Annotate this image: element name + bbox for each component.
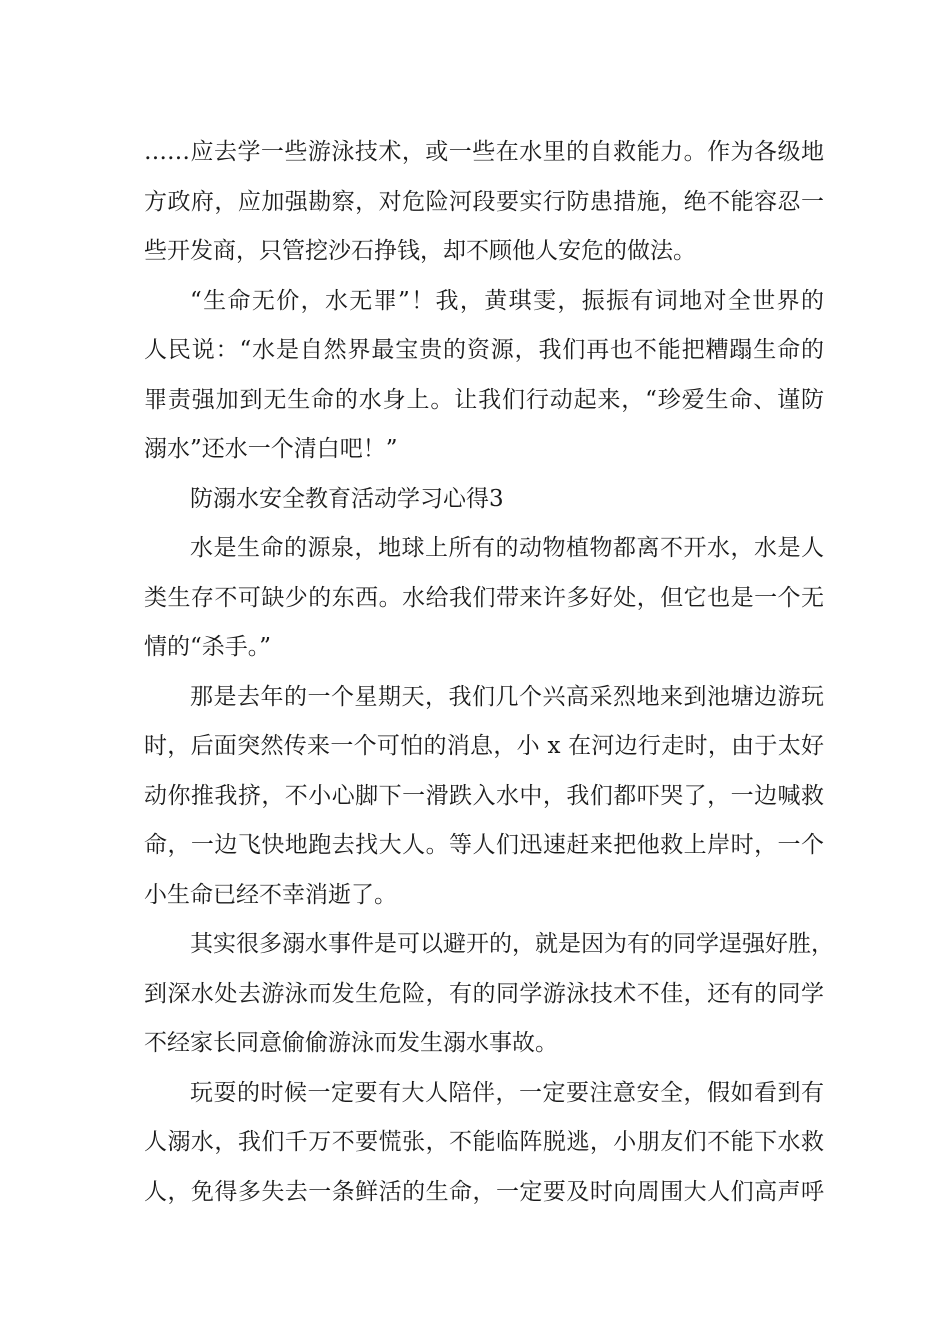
paragraph-3 xyxy=(144,524,824,673)
text-line: 人，免得多失去一条鲜活的生命，一定要及时向周围大人们高声呼 xyxy=(144,1178,824,1205)
text-line: 罪责强加到无生命的水身上。让我们行动起来，“珍爱生命、谨防 xyxy=(144,386,824,413)
text-line: 命，一边飞快地跑去找大人。等人们迅速赶来把他救上岸时，一个 xyxy=(144,832,824,858)
paragraph-4 xyxy=(144,673,824,921)
paragraph-1 xyxy=(144,128,824,277)
text-line: 些开发商，只管挖沙石挣钱，却不顾他人安危的做法。 xyxy=(144,238,696,264)
text-line: 方政府，应加强勘察，对危险河段要实行防患措施，绝不能容忍一 xyxy=(144,188,824,215)
paragraph-2 xyxy=(144,277,824,475)
document-body xyxy=(144,128,834,1217)
text-line: 溺水”还水一个清白吧！” xyxy=(144,436,398,462)
text-line: 时，后面突然传来一个可怕的消息，小 x 在河边行走时，由于太好 xyxy=(144,733,824,759)
paragraph-5 xyxy=(144,920,834,1069)
text-line: 人溺水，我们千万不要慌张，不能临阵脱逃，小朋友们不能下水救 xyxy=(144,1129,824,1155)
heading-text: 防溺水安全教育活动学习心得3 xyxy=(190,485,504,512)
text-line: 到深水处去游泳而发生危险，有的同学游泳技术不佳，还有的同学 xyxy=(144,980,824,1007)
text-line: 小生命已经不幸消逝了。 xyxy=(144,881,397,908)
text-line: 那是去年的一个星期天，我们几个兴高采烈地来到池塘边游玩 xyxy=(190,683,824,710)
text-line: ……应去学一些游泳技术，或一些在水里的自救能力。作为各级地 xyxy=(144,139,824,165)
paragraph-6 xyxy=(144,1069,824,1218)
text-line: 其实很多溺水事件是可以避开的，就是因为有的同学逞强好胜， xyxy=(190,931,834,957)
text-line: 玩耍的时候一定要有大人陪伴，一定要注意安全，假如看到有 xyxy=(190,1079,824,1106)
section-heading xyxy=(144,475,824,525)
text-line: “生命无价，水无罪”！我，黄琪雯，振振有词地对全世界的 xyxy=(190,287,824,314)
text-line: 情的“杀手。” xyxy=(144,634,272,660)
text-line: 水是生命的源泉，地球上所有的动物植物都离不开水，水是人 xyxy=(190,535,824,561)
text-line: 类生存不可缺少的东西。水给我们带来许多好处，但它也是一个无 xyxy=(144,584,824,611)
text-line: 动你推我挤，不小心脚下一滑跌入水中，我们都吓哭了，一边喊救 xyxy=(144,782,824,809)
text-line: 不经家长同意偷偷游泳而发生溺水事故。 xyxy=(144,1030,558,1056)
text-line: 人民说：“水是自然界最宝贵的资源，我们再也不能把糟蹋生命的 xyxy=(144,337,824,363)
